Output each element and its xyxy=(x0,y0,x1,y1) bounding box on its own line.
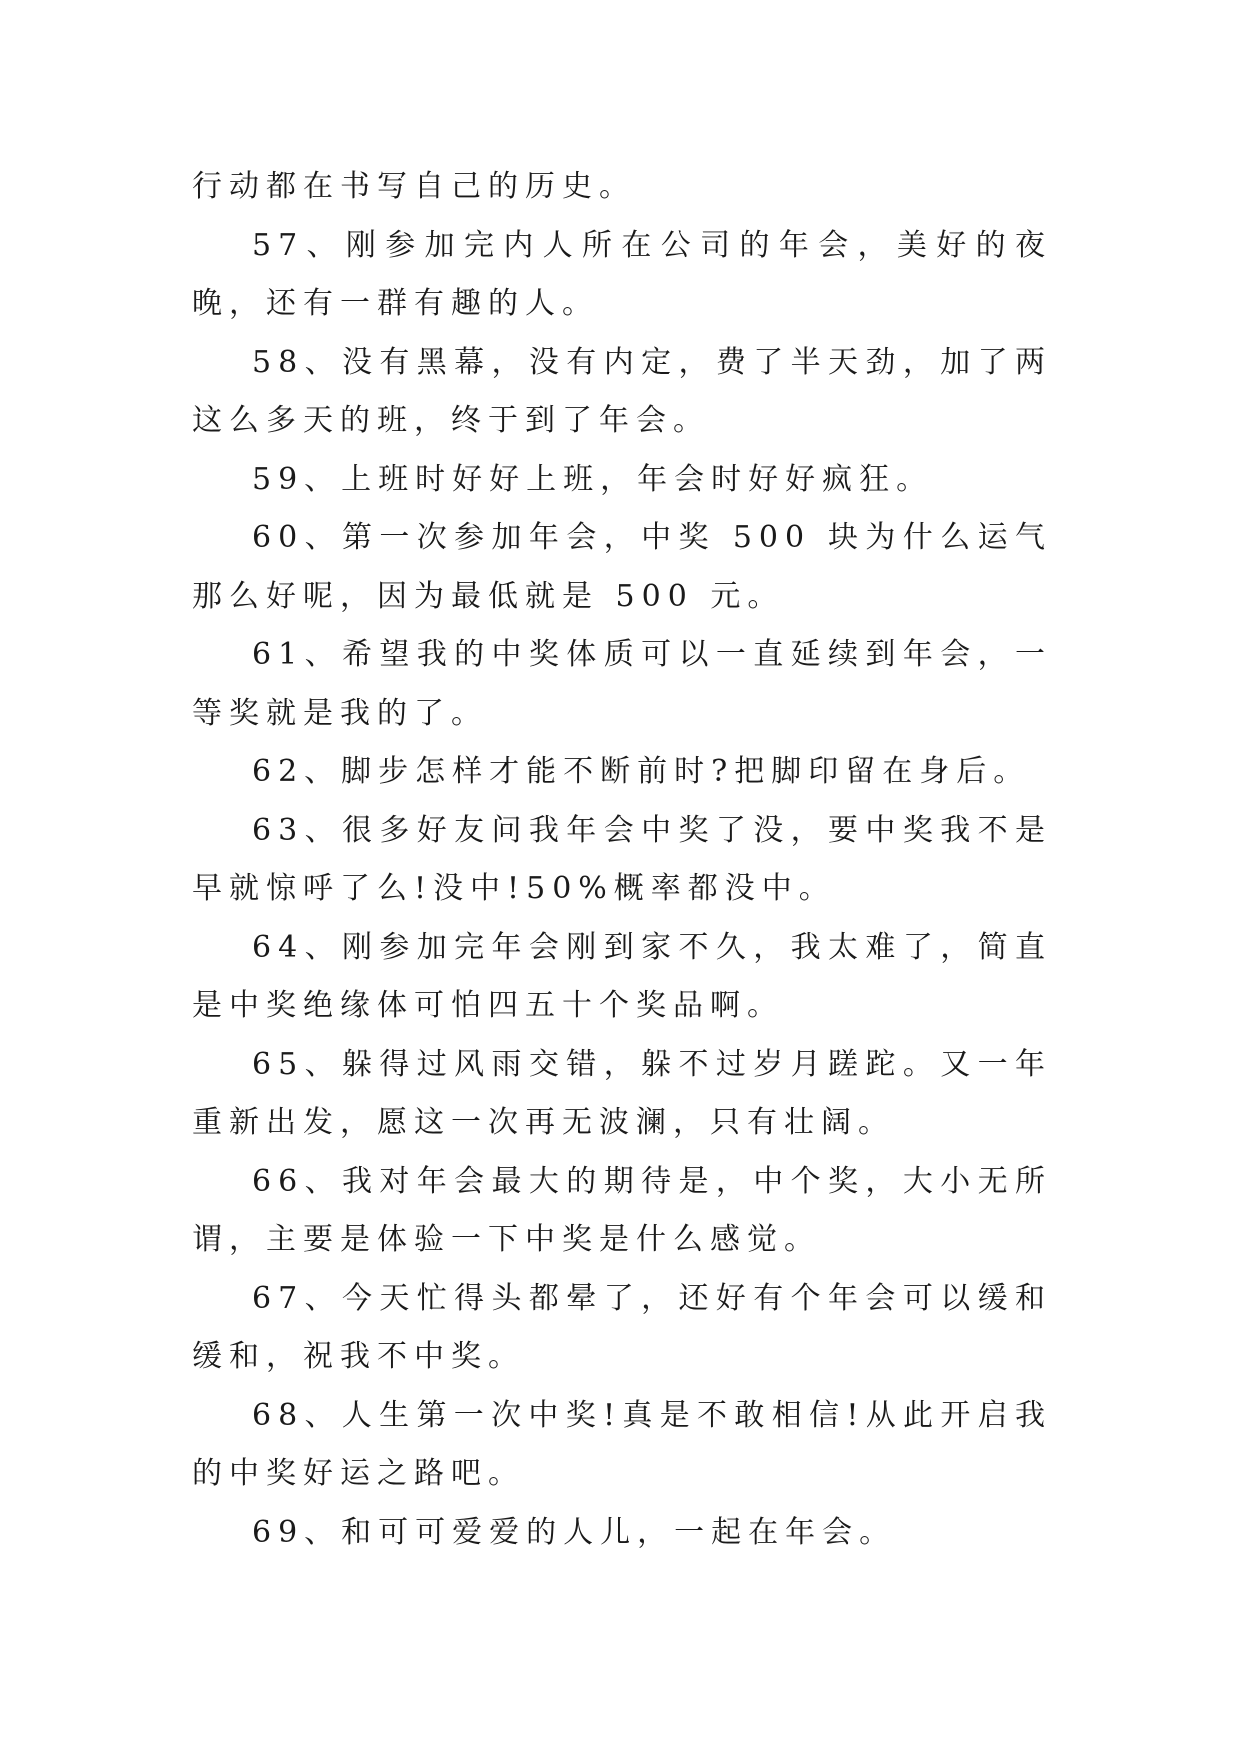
paragraph-67: 67、今天忙得头都晕了，还好有个年会可以缓和缓和，祝我不中奖。 xyxy=(192,1280,1052,1374)
document-body xyxy=(192,158,1052,1562)
paragraph-62: 62、脚步怎样才能不断前时?把脚印留在身后。 xyxy=(252,754,1031,789)
paragraph-58: 58、没有黑幕，没有内定，费了半天劲，加了两这么多天的班，终于到了年会。 xyxy=(192,344,1052,438)
paragraph-61: 61、希望我的中奖体质可以一直延续到年会，一等奖就是我的了。 xyxy=(192,637,1052,731)
paragraph-65: 65、躲得过风雨交错，躲不过岁月蹉跎。又一年重新出发，愿这一次再无波澜，只有壮阔。 xyxy=(192,1046,1052,1140)
paragraph-64: 64、刚参加完年会刚到家不久，我太难了，简直是中奖绝缘体可怕四五十个奖品啊。 xyxy=(192,929,1052,1023)
paragraph-continuation: 行动都在书写自己的历史。 xyxy=(192,169,636,204)
paragraph-63: 63、很多好友问我年会中奖了没，要中奖我不是早就惊呼了么!没中!50%概率都没中。 xyxy=(192,812,1052,906)
paragraph-59: 59、上班时好好上班，年会时好好疯狂。 xyxy=(252,461,934,497)
paragraph-60: 60、第一次参加年会，中奖 500 块为什么运气那么好呢，因为最低就是 500 元。 xyxy=(192,520,1052,614)
paragraph-69: 69、和可可爱爱的人儿，一起在年会。 xyxy=(252,1514,897,1550)
paragraph-66: 66、我对年会最大的期待是，中个奖，大小无所谓，主要是体验一下中奖是什么感觉。 xyxy=(192,1163,1052,1257)
paragraph-68: 68、人生第一次中奖!真是不敢相信!从此开启我的中奖好运之路吧。 xyxy=(192,1397,1052,1491)
paragraph-57: 57、刚参加完内人所在公司的年会，美好的夜晚，还有一群有趣的人。 xyxy=(192,227,1052,321)
